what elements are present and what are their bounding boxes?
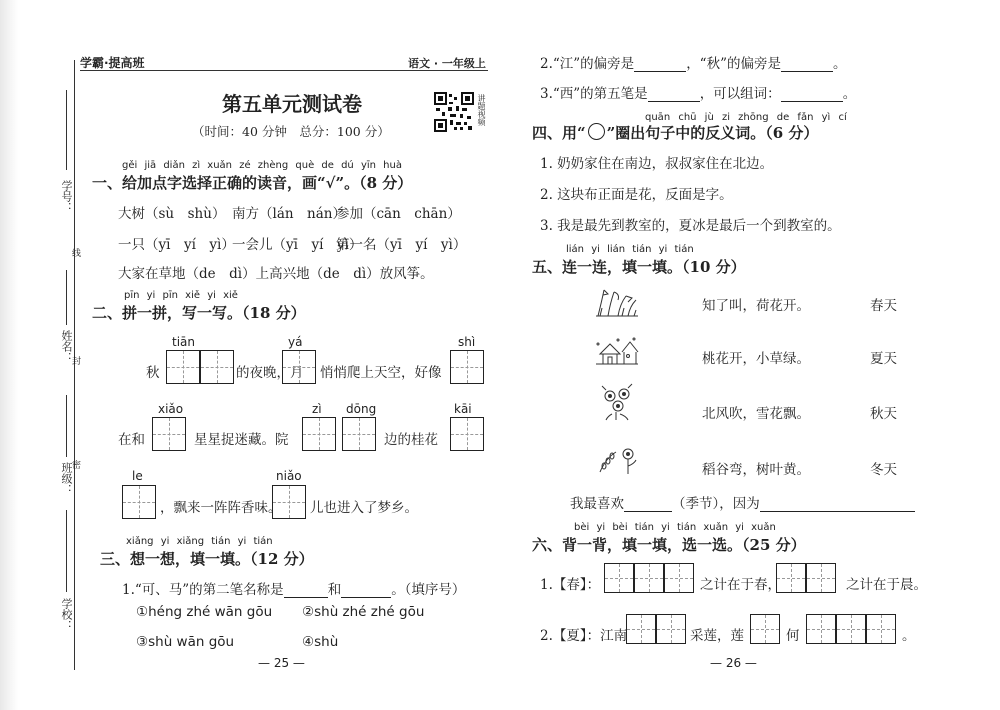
qr-code-icon[interactable] [434,92,474,132]
fav-mid: （季节），因为 [672,496,760,512]
q4-line-3[interactable]: 3. 我是最先到教室的，夏冰是最后一个到教室的。 [540,218,841,234]
q2-heading: 二、拼一拼，写一写。（18 分） [92,304,306,322]
binding-mark-mi: 密 [70,460,80,469]
class-blank [66,395,67,457]
text-zaihe: 在和 [118,432,145,448]
text-mengxiang: 儿也进入了梦乡。 [310,500,418,516]
pinyin-dong: dōng [346,402,377,416]
writing-grid-xiao[interactable] [152,417,186,451]
blank-s2-1[interactable] [634,57,686,72]
q4-heading [532,122,818,143]
q3-s2-mid: ，“秋”的偏旁是 [686,56,781,72]
writing-grid-dong[interactable] [342,417,376,451]
q4-heading-a: 四、用“ [532,124,586,142]
q6-l2-prefix: 2.【夏】：江南 [540,628,628,644]
writing-grid-tian-1[interactable] [166,350,200,384]
pinyin-le: le [132,469,143,483]
q1-item-caodi[interactable]: 大家在草地（de dì）上高兴地（de dì）放风筝。 [118,266,434,282]
writing-grid-shi[interactable] [450,350,484,384]
q5-text-2[interactable]: 桃花开，小草绿。 [702,351,810,367]
recite-grid-5-1[interactable] [806,614,836,644]
school-label: 学校： [60,598,73,631]
q6-l2-mid: 采莲，莲 [690,628,744,644]
q1-item-yihuier[interactable]: 一会儿（yī yí yì） [232,237,363,253]
q3-s1-suffix: 。（填序号） [391,582,466,598]
q1-item-diyiming[interactable]: 第一名（yī yí yì） [336,237,467,253]
reed-grass-icon [594,286,640,318]
q5-text-1[interactable]: 知了叫，荷花开。 [702,298,810,314]
class-label: 班级： [60,462,73,495]
q4-line-1[interactable]: 1. 奶奶家住在南边，叔叔家住在北边。 [540,156,774,172]
q5-season-2[interactable]: 夏天 [870,351,897,367]
text-xingxing: 星星捉迷藏。院 [194,432,289,448]
q1-item-yizhi[interactable]: 一只（yī yí yì） [118,237,235,253]
q6-l2-he: 何 [786,628,800,644]
header-rule [80,70,488,71]
blank-s1-2[interactable] [341,583,391,598]
flower-icon [594,382,640,422]
recite-grid-5-2[interactable] [836,614,866,644]
q5-season-4[interactable]: 冬天 [870,462,897,478]
q3-s1-prefix: 1.“可、马”的第二笔名称是 [122,582,284,598]
q3-s2 [540,52,847,72]
q3-s2-prefix: 2.“江”的偏旁是 [540,56,635,72]
q1-item-canjia[interactable]: 参加（cān chān） [336,206,461,222]
text-qiu: 秋 [146,365,160,381]
text-piaolai: ，飘来一阵阵香味。 [160,500,282,516]
pinyin-kai: kāi [454,402,472,416]
subject-label: 语文 · 一年级上 [408,57,486,70]
q2-pinyin: pīn yi pīn xiě yi xiě [124,290,238,301]
recite-grid-3-1[interactable] [626,614,656,644]
binding-mark-feng: 封 [70,356,80,365]
q5-text-3[interactable]: 北风吹，雪花飘。 [702,406,810,422]
blank-s3-1[interactable] [648,87,700,102]
time-score-line: （时间：40 分钟 总分：100 分） [192,124,390,139]
option-1: ①héng zhé wān gōu [136,604,273,620]
recite-grid-1-3[interactable] [664,563,694,593]
student-number-blank [66,90,67,170]
rice-flower-icon [596,444,642,476]
q3-s1-and: 和 [327,582,342,598]
q3-s3-mid: ，可以组词： [699,86,781,102]
text-qiaoqiao: 悄悄爬上天空，好像 [320,365,442,381]
recite-grid-5-3[interactable] [866,614,896,644]
q6-l1-suffix: 之计在于晨。 [846,577,927,593]
snow-house-icon [594,336,640,368]
q3-s2-suffix: 。 [833,56,847,72]
recite-grid-1-1[interactable] [604,563,634,593]
blank-s3-2[interactable] [781,87,843,102]
q3-s1 [122,578,465,598]
pinyin-niao: niǎo [276,469,302,483]
q4-pinyin: quān chū jù zi zhōng de fǎn yì cí [645,112,847,123]
pinyin-ya: yá [288,335,303,349]
q6-pinyin: bèi yi bèi tián yi tián xuǎn yi xuǎn [574,522,776,533]
q3-heading: 三、想一想，填一填。（12 分） [100,550,314,568]
q1-pinyin: gěi jiā diǎn zì xuǎn zé zhèng què de dú yīn huà [122,160,402,171]
page-number-25: — 25 — [258,656,305,670]
q3-s3-prefix: 3.“西”的第五笔是 [540,86,648,102]
pinyin-shi: shì [458,335,476,349]
recite-grid-1-2[interactable] [634,563,664,593]
q3-s3 [540,82,856,102]
writing-grid-kai[interactable] [450,417,484,451]
brand-label: 学霸·提高班 [80,56,145,70]
option-4: ④shù [302,634,339,650]
q5-favorite-line [570,492,915,512]
text-bian-guihua: 边的桂花 [384,432,438,448]
writing-grid-le[interactable] [122,485,156,519]
right-page [500,0,1000,710]
q5-heading: 五、连一连，填一填。（10 分） [532,258,746,276]
q1-item-nanfang[interactable]: 南方（lán nán） [232,206,346,222]
recite-grid-3-2[interactable] [656,614,686,644]
writing-grid-niao[interactable] [272,485,306,519]
blank-s1-1[interactable] [284,583,328,598]
qr-video-label: 讲题视频 [477,94,486,126]
blank-favorite-reason[interactable] [760,497,915,512]
q5-season-3[interactable]: 秋天 [870,406,897,422]
circle-icon [588,123,605,140]
q6-heading: 六、背一背，填一填，选一选。（25 分） [532,536,806,554]
writing-grid-zi[interactable] [302,417,336,451]
q6-l1-prefix: 1.【春】： [540,577,601,593]
q3-s3-suffix: 。 [842,86,857,102]
fav-prefix: 我最喜欢 [570,496,624,512]
binding-line [74,60,75,670]
pinyin-xiao: xiǎo [158,402,184,416]
blank-favorite-season[interactable] [624,497,672,512]
recite-grid-2-1[interactable] [776,563,806,593]
text-de-yewan: 的夜晚，月 [236,365,304,381]
q5-pinyin: lián yi lián tián yi tián [566,244,694,255]
pinyin-zi: zì [312,402,322,416]
exam-title: 第五单元测试卷 [222,92,362,116]
blank-s2-2[interactable] [781,57,833,72]
pinyin-tian: tiān [172,335,195,349]
option-3: ③shù wān gōu [136,634,235,650]
name-label: 姓名： [60,330,73,363]
q4-heading-b: ”圈出句子中的反义词。（6 分） [606,124,819,142]
page-number-26: — 26 — [710,656,757,670]
q1-heading: 一、给加点字选择正确的读音，画“√”。（8 分） [92,174,413,192]
q3-pinyin: xiǎng yi xiǎng tián yi tián [126,536,273,547]
q6-l1-mid: 之计在于春， [700,577,781,593]
q5-season-1[interactable]: 春天 [870,298,897,314]
writing-grid-ya[interactable] [282,350,316,384]
option-2: ②shù zhé zhé gōu [302,604,425,620]
binding-mark-xian: 线 [70,248,80,257]
q5-text-4[interactable]: 稻谷弯，树叶黄。 [702,462,810,478]
school-blank [66,510,67,592]
q1-item-dashu[interactable]: 大树（sù shù） [118,206,226,222]
name-blank [66,270,67,325]
student-number-label: 学号： [60,180,73,213]
q6-l2-suffix: 。 [902,628,916,644]
recite-grid-4-1[interactable] [750,614,780,644]
recite-grid-2-2[interactable] [806,563,836,593]
writing-grid-tian-2[interactable] [200,350,234,384]
q4-line-2[interactable]: 2. 这块布正面是花，反面是字。 [540,187,733,203]
